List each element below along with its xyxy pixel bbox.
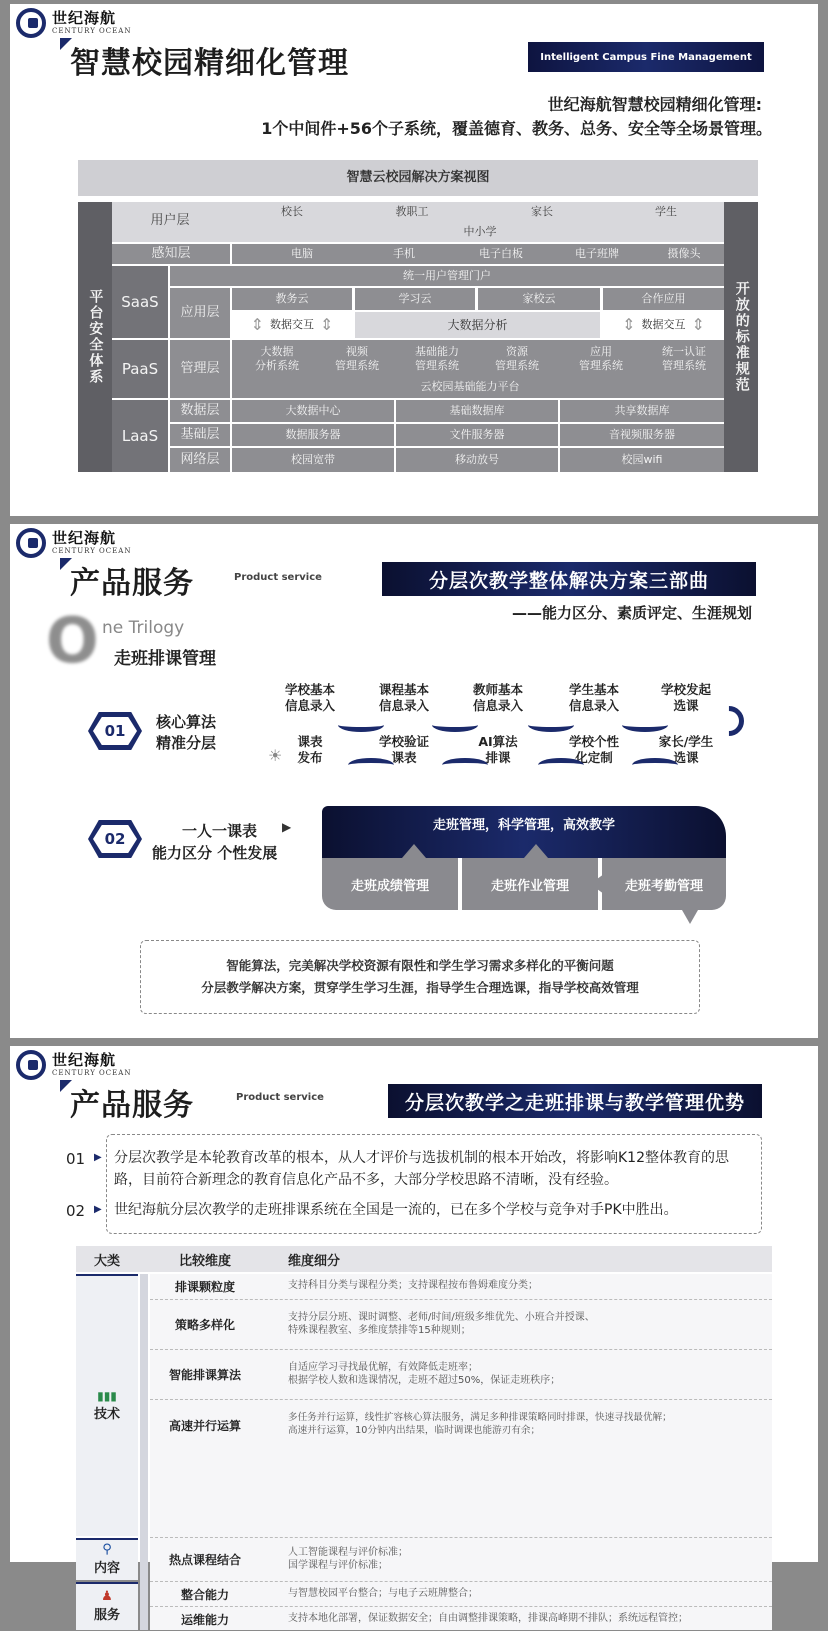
- saas-label: SaaS: [112, 266, 168, 338]
- app-partner: 合作应用: [603, 288, 724, 310]
- user-staff: 教职工: [395, 205, 429, 219]
- logo-name-cn: 世纪海航: [52, 529, 117, 547]
- tagline: ——能力区分、素质评定、生涯规划: [511, 604, 752, 622]
- homework-mgmt-box: 走班作业管理: [462, 858, 598, 910]
- pointer-up-icon: [402, 844, 426, 858]
- header-category: 大类: [93, 1253, 120, 1269]
- trilogy-letter: O: [46, 604, 99, 677]
- bar-chart-icon: ▮▮▮: [97, 1388, 117, 1403]
- dim-strategy: 策略多样化: [174, 1317, 235, 1332]
- detail-operations: 支持本地化部署，保证数据安全；自由调整排课策略，排课高峰期不排队；系统远程管控；: [288, 1613, 688, 1625]
- shared-database: 共享数据库: [560, 400, 724, 422]
- mgmt-capability-system: 基础能力 管理系统: [415, 345, 459, 372]
- slide-product-service-trilogy: [10, 524, 818, 1038]
- user-student: 学生: [655, 205, 677, 219]
- flow-arc: [538, 758, 584, 772]
- summary-note-line-1: 智能算法，完美解决学校资源有限性和学生学习需求多样化的平衡问题: [226, 958, 614, 973]
- dim-parallel: 高速并行运算: [168, 1418, 241, 1433]
- flow-arc: [528, 718, 574, 732]
- company-logo: [16, 528, 131, 558]
- logo-name-cn: 世纪海航: [52, 1051, 117, 1069]
- mgmt-resource-system: 资源 管理系统: [495, 345, 539, 372]
- step-02-badge: 02: [88, 820, 142, 858]
- point-01-num: 01: [66, 1150, 86, 1168]
- title-english: Product service: [234, 572, 322, 583]
- data-exchange-left: ⇕ 数据交互 ⇕: [232, 312, 352, 338]
- dim-granularity: 排课颗粒度: [174, 1279, 235, 1294]
- step-01-badge: 01: [88, 712, 142, 750]
- diagram-header: 智慧云校园解决方案视图: [78, 160, 758, 196]
- step-publish-schedule: 课表 发布: [297, 734, 323, 766]
- base-database: 基础数据库: [396, 400, 558, 422]
- company-logo: [16, 8, 131, 38]
- title-english: Product service: [236, 1092, 324, 1103]
- subtitle-line-1: 世纪海航智慧校园精细化管理:: [547, 95, 762, 114]
- point-arrow-icon: ▶: [94, 1152, 102, 1163]
- device-phone: 手机: [393, 247, 415, 261]
- page-title: 智慧校园精细化管理: [70, 46, 349, 81]
- app-home-school-cloud: 家校云: [478, 288, 600, 310]
- flow-arc: [442, 758, 488, 772]
- detail-smart-algorithm: 自适应学习寻找最优解，有效降低走班率； 根据学校人数和选课情况，走班不超过50%，保证走班秩序；: [288, 1361, 561, 1386]
- step-teacher-info: 教师基本 信息录入: [472, 682, 523, 714]
- page-title: 产品服务: [70, 1088, 194, 1123]
- device-pc: 电脑: [291, 247, 313, 261]
- data-server: 数据服务器: [232, 424, 394, 446]
- flow-arc: [432, 718, 478, 732]
- platform-label: 云校园基础能力平台: [420, 380, 520, 394]
- app-academic-cloud: 教务云: [232, 288, 352, 310]
- data-center: 大数据中心: [232, 400, 394, 422]
- user-icon: ♟: [101, 1589, 113, 1604]
- av-server: 音视频服务器: [560, 424, 724, 446]
- logo-name-en: CENTURY OCEAN: [52, 547, 132, 555]
- category-service: ♟ 服务: [93, 1589, 120, 1623]
- campus-broadband: 校园宽带: [232, 448, 394, 472]
- score-mgmt-box: 走班成绩管理: [322, 858, 458, 910]
- logo-mark-icon: [16, 528, 46, 558]
- logo-name-en: CENTURY OCEAN: [52, 27, 132, 35]
- trilogy-cn-title: 走班排课管理: [114, 649, 216, 669]
- security-system-column: 平台安全体系: [78, 202, 112, 472]
- category-divider: [140, 1274, 148, 1630]
- data-exchange-right: ⇕ 数据交互 ⇕: [603, 312, 724, 338]
- pointer-left-icon: [590, 874, 604, 894]
- flow-arc: [348, 758, 394, 772]
- advantages-banner: 分层次教学之走班排课与教学管理优势: [388, 1084, 762, 1118]
- step-ai-scheduling: AI算法 排课: [478, 734, 518, 766]
- detail-integration: 与智慧校园平台整合；与电子云班牌整合；: [288, 1588, 478, 1600]
- detail-parallel: 多任务并行运算，线性扩容核心算法服务，满足多种排课策略同时排课，快速寻找最优解； 高速并行运算，10分钟内出结果，临时调课也能游刃有余；: [288, 1412, 672, 1436]
- app-learning-cloud: 学习云: [355, 288, 475, 310]
- summary-note-line-2: 分层教学解决方案，贯穿学生学习生涯，指导学生合理选课，指导学校高效管理: [201, 980, 639, 995]
- core-algorithm-label: 核心算法 精准分层: [156, 713, 217, 752]
- attendance-mgmt-box: 走班考勤管理: [602, 858, 726, 910]
- logo-name-en: CENTURY OCEAN: [52, 1069, 132, 1077]
- mgmt-bigdata-system: 大数据 分析系统: [255, 345, 299, 372]
- arrow-right-icon: ▶: [282, 820, 292, 834]
- pointer-up-icon: [524, 844, 548, 858]
- user-layer-label: 用户层: [150, 212, 190, 228]
- dim-integration: 整合能力: [180, 1587, 229, 1602]
- step-customize: 学校个性 化定制: [568, 734, 619, 766]
- mgmt-top-text: 走班管理，科学管理，高效教学: [432, 818, 615, 833]
- app-layer-label: 应用层: [170, 288, 230, 338]
- detail-granularity: 支持科目分类与课程分类；支持课程按布鲁姆难度分类；: [288, 1280, 538, 1292]
- one-schedule-label: 一人一课表: [182, 822, 258, 840]
- page-title: 产品服务: [70, 566, 194, 601]
- point-02-text: 世纪海航分层次教学的走班排课系统在全国是一流的，已在多个学校与竞争对手PK中胜出。: [114, 1202, 678, 1218]
- detail-hot-courses: 人工智能课程与评价标准； 国学课程与评价标准；: [288, 1546, 408, 1571]
- slide-scheduling-advantages: [10, 1046, 818, 1627]
- paas-label: PaaS: [112, 340, 168, 398]
- step-parent-student-select: 家长/学生 选课: [658, 734, 714, 766]
- category-tech: ▮▮▮ 技术: [93, 1388, 120, 1422]
- step-verify-schedule: 学校验证 课表: [378, 734, 429, 766]
- user-principal: 校长: [281, 205, 303, 219]
- ability-label: 能力区分 个性发展: [152, 844, 278, 862]
- logo-mark-icon: [16, 8, 46, 38]
- flow-arc: [622, 718, 668, 732]
- file-server: 文件服务器: [396, 424, 558, 446]
- slide-campus-management: [10, 4, 818, 516]
- pointer-down-icon: [682, 910, 698, 924]
- dim-operations: 运维能力: [180, 1612, 229, 1627]
- device-camera: 摄像头: [667, 247, 701, 261]
- trilogy-banner: 分层次教学整体解决方案三部曲: [382, 562, 756, 596]
- detail-strategy: 支持分层分班、课时调整、老师/时间/班级多维优先、小班合并授课、 特殊课程教室、多维度禁排等15种规则；: [288, 1311, 595, 1336]
- mgmt-auth-system: 统一认证 管理系统: [662, 345, 706, 372]
- company-logo: [16, 1050, 131, 1080]
- user-parent: 家长: [531, 205, 553, 219]
- flow-arc: [338, 718, 384, 732]
- summary-note-box: [140, 940, 700, 1014]
- flow-arc: [632, 758, 678, 772]
- big-data-analysis: 大数据分析: [355, 312, 600, 338]
- header-detail: 维度细分: [288, 1253, 341, 1269]
- step-start-selection: 学校发起 选课: [660, 682, 711, 714]
- trilogy-english: ne Trilogy: [102, 618, 185, 638]
- campus-wifi: 校园wifi: [560, 448, 724, 472]
- perception-layer-label: 感知层: [112, 244, 230, 264]
- lightbulb-icon: ☀: [268, 746, 283, 765]
- device-whiteboard: 电子白板: [479, 247, 523, 261]
- point-arrow-icon: ▶: [94, 1204, 102, 1215]
- logo-mark-icon: [16, 1050, 46, 1080]
- mgmt-video-system: 视频 管理系统: [335, 345, 379, 372]
- infra-layer-label: 基础层: [170, 424, 230, 446]
- step-student-info: 学生基本 信息录入: [568, 682, 619, 714]
- mgmt-layer-label: 管理层: [170, 340, 230, 398]
- net-layer-label: 网络层: [170, 448, 230, 472]
- dim-hot-courses: 热点课程结合: [168, 1552, 241, 1567]
- search-icon: ⚲: [102, 1542, 112, 1557]
- english-title-banner: Intelligent Campus Fine Management: [528, 42, 764, 72]
- data-layer-label: 数据层: [170, 400, 230, 422]
- portal-bar: 统一用户管理门户: [170, 266, 724, 286]
- logo-name-cn: 世纪海航: [52, 9, 117, 27]
- laas-label: LaaS: [112, 400, 168, 472]
- header-dimension: 比较维度: [178, 1253, 231, 1269]
- subtitle-line-2: 1个中间件+56个子系统，覆盖德育、教务、总务、安全等全场景管理。: [261, 119, 772, 138]
- school-level: 中小学: [463, 225, 497, 239]
- step-course-info: 课程基本 信息录入: [378, 682, 429, 714]
- open-standards-column: 开放的标准规范: [724, 202, 758, 472]
- dim-smart-algorithm: 智能排课算法: [168, 1367, 241, 1382]
- point-02-num: 02: [66, 1202, 86, 1220]
- point-01-text: 分层次教学是本轮教育改革的根本，从人才评价与选拔机制的根本开始改，将影响K12整体教育的思路，目前符合新理念的教育信息化产品不多，大部分学校思路不清晰，没有经验。: [114, 1150, 729, 1188]
- mobile-numbers: 移动放号: [396, 448, 558, 472]
- device-class-board: 电子班牌: [575, 247, 619, 261]
- category-content: ⚲ 内容: [93, 1542, 120, 1576]
- mgmt-app-system: 应用 管理系统: [579, 345, 623, 372]
- step-school-info: 学校基本 信息录入: [284, 682, 335, 714]
